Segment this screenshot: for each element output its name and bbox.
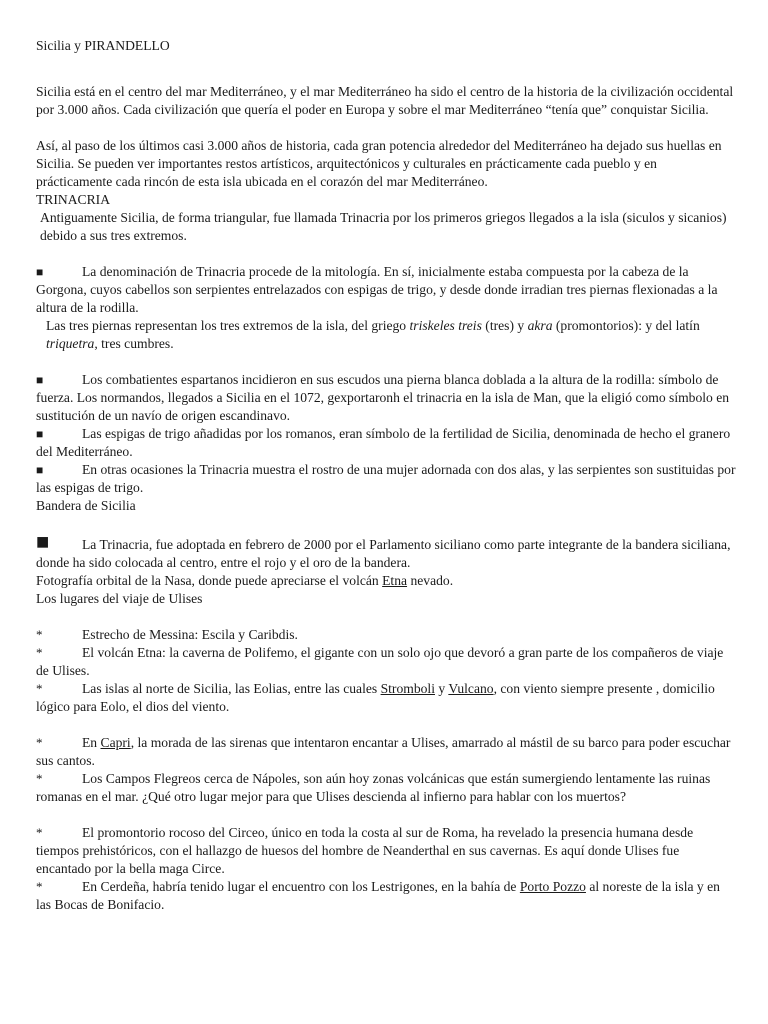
intro-paragraph-2: Así, al paso de los últimos casi 3.000 años de historia, cada gran potencia alrededor del Mediterráneo ha dejado sus huellas en Sicilia. Se pueden ver importantes restos artísticos, arquitectónicos y culturales en prácticamente cada pueblo y en prácticamente cada rincón de esta isla ubicada en el corazón del mar Mediterráneo.: [36, 138, 722, 189]
list-item: [36, 644, 736, 680]
bullet-square-icon: ■: [36, 265, 44, 279]
text-run: , con viento siempre presente , domicilio lógico para Eolo, el dios del viento.: [36, 681, 715, 714]
asterisk-icon: *: [36, 735, 43, 750]
italic-term: triquetra: [46, 336, 95, 351]
list-item: [36, 529, 736, 572]
list-item: [36, 680, 736, 716]
asterisk-icon: *: [36, 681, 43, 696]
text-run: Las islas al norte de Sicilia, las Eolias, entre las cuales: [82, 681, 381, 696]
text-run: Las tres piernas representan los tres extremos de la isla, del griego: [46, 318, 410, 333]
bullet-square-icon: ■: [36, 529, 50, 554]
text-run: , la morada de las sirenas que intentaron encantar a Ulises, amarrado al mástil de su barco para poder escuchar sus cantos.: [36, 735, 731, 768]
porto-pozzo-link[interactable]: Porto Pozzo: [519, 879, 586, 894]
text-run: (promontorios): y del latín: [552, 318, 700, 333]
list-item: [36, 770, 736, 806]
asterisk-icon: *: [36, 627, 43, 642]
list-item: [36, 425, 736, 461]
asterisk-icon: *: [36, 645, 43, 660]
italic-term: akra: [527, 318, 553, 333]
list-item: [36, 626, 736, 644]
list-item-text: Los combatientes espartanos incidieron en sus escudos una pierna blanca doblada a la altura de la rodilla: símbolo de fuerza. Los normandos, llegados a Sicilia en el 1072, gexportaronh el trinacria en la isla de Man, que la eligió como símbolo en sustitución de un navío de origen escandinavo.: [36, 372, 730, 423]
list-item: [36, 461, 736, 497]
asterisk-icon: *: [36, 771, 43, 786]
bullet-square-icon: ■: [36, 427, 44, 441]
list-item-text: Estrecho de Messina: Escila y Caribdis.: [82, 627, 298, 642]
vulcano-link[interactable]: Vulcano: [448, 681, 494, 696]
list-item-text: En otras ocasiones la Trinacria muestra el rostro de una mujer adornada con dos alas, y las serpientes son sustituidas por las espigas de trigo.: [36, 462, 736, 495]
list-item-text: Los Campos Flegreos cerca de Nápoles, son aún hoy zonas volcánicas que están sumergiendo lentamente las ruinas romanas en el mar. ¿Qué otro lugar mejor para que Ulises descienda al infierno para hablar con los muertos?: [36, 771, 711, 804]
asterisk-icon: *: [36, 879, 43, 894]
text-run: al noreste de la isla y en las Bocas de Bonifacio.: [36, 879, 720, 912]
list-item-text: El volcán Etna: la caverna de Polifemo, el gigante con un solo ojo que devoró a gran parte de los compañeros de viaje de Ulises.: [36, 645, 724, 678]
bullet-square-icon: ■: [36, 373, 44, 387]
list-item-text: El promontorio rocoso del Circeo, único en toda la costa al sur de Roma, ha revelado la presencia humana desde tiempos prehistóricos, con el hallazgo de huesos del hombre de Neanderthal en sus cavernas. Es aquí donde Ulises fue encantado por la bella maga Circe.: [36, 825, 694, 876]
list-item: [36, 371, 736, 425]
ulises-heading: Los lugares del viaje de Ulises: [36, 591, 203, 606]
stromboli-link[interactable]: Stromboli: [380, 681, 435, 696]
document-body: [36, 37, 736, 914]
asterisk-icon: *: [36, 825, 43, 840]
list-item-text: La Trinacria, fue adoptada en febrero de 2000 por el Parlamento siciliano como parte integrante de la bandera siciliana, donde ha sido colocada al centro, entre el rojo y el oro de la bandera.: [36, 537, 731, 570]
list-item: [36, 263, 736, 317]
etna-link[interactable]: Etna: [382, 573, 408, 588]
bandera-heading: Bandera de Sicilia: [36, 498, 136, 513]
trinacria-intro: Antiguamente Sicilia, de forma triangular, fue llamada Trinacria por los primeros griegos llegados a la isla (siculos y sicanios) debido a sus tres extremos.: [40, 210, 727, 243]
text-run: (tres) y: [481, 318, 528, 333]
text-run: En Cerdeña, habría tenido lugar el encuentro con los Lestrigones, en la bahía de: [82, 879, 520, 894]
capri-link[interactable]: Capri: [100, 735, 131, 750]
photo-caption: [36, 572, 736, 590]
document-title: Sicilia y PIRANDELLO: [36, 38, 170, 53]
list-item-text: La denominación de Trinacria procede de la mitología. En sí, inicialmente estaba compuesta por la cabeza de la Gorgona, cuyos cabellos son serpientes entrelazados con espigas de trigo, y desde donde irradian tres piernas flexionadas a la altura de la rodilla.: [36, 264, 718, 315]
intro-paragraph-1: Sicilia está en el centro del mar Mediterráneo, y el mar Mediterráneo ha sido el centro de la historia de la civilización occidental por 3.000 años. Cada civilización que quería el poder en Europa y sobre el mar Mediterráneo “tenía que” conquistar Sicilia.: [36, 84, 734, 117]
bullet-square-icon: ■: [36, 463, 44, 477]
trinacria-heading: TRINACRIA: [36, 192, 111, 207]
text-run: En: [82, 735, 101, 750]
text-run: Fotografía orbital de la Nasa, donde puede apreciarse el volcán: [36, 573, 383, 588]
list-item: [36, 734, 736, 770]
list-item-text: Las espigas de trigo añadidas por los romanos, eran símbolo de la fertilidad de Sicilia, denominada de hecho el granero del Mediterráneo.: [36, 426, 731, 459]
italic-term: triskeles treis: [409, 318, 482, 333]
text-run: y: [434, 681, 449, 696]
list-item: [36, 824, 736, 878]
text-run: nevado.: [407, 573, 454, 588]
legs-paragraph: [36, 317, 736, 353]
list-item: [36, 878, 736, 914]
text-run: , tres cumbres.: [94, 336, 174, 351]
